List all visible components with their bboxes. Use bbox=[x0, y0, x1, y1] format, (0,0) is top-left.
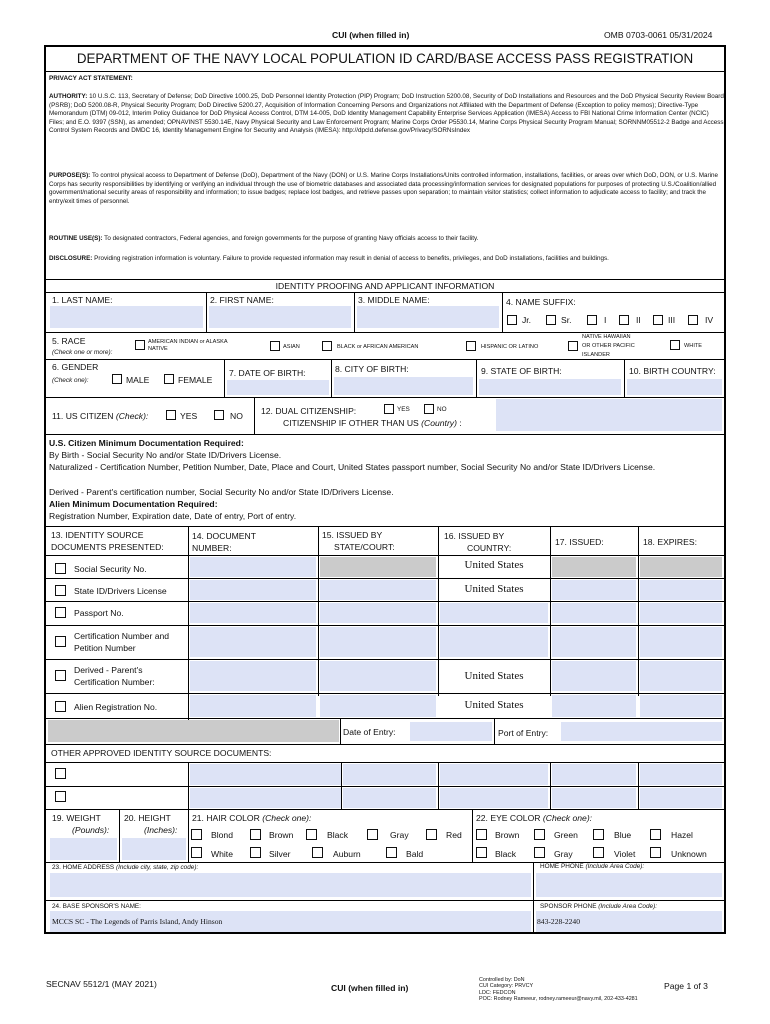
us-doc-birth: By Birth - Social Security No and/or State ID/Drivers License. bbox=[49, 450, 282, 460]
suffix-ii-checkbox[interactable] bbox=[619, 315, 629, 325]
eye-hazel-label: Hazel bbox=[671, 830, 693, 840]
us-citizen-no-label: NO bbox=[230, 411, 243, 421]
derived-issuer-input[interactable] bbox=[320, 661, 436, 691]
eye-black-checkbox[interactable] bbox=[476, 847, 487, 858]
eye-brown-label: Brown bbox=[495, 830, 520, 840]
sponsor-name-label: 24. BASE SPONSOR'S NAME: bbox=[52, 903, 141, 910]
eye-hazel-checkbox[interactable] bbox=[650, 829, 661, 840]
ssn-issuer-disabled bbox=[320, 557, 436, 577]
race-label: 5. RACE bbox=[52, 336, 86, 346]
hair-black-label: Black bbox=[327, 830, 349, 840]
header-18: 18. EXPIRES: bbox=[643, 537, 697, 547]
alien-number-input[interactable] bbox=[190, 695, 316, 717]
derived-checkbox[interactable] bbox=[55, 670, 66, 681]
registration-form bbox=[44, 45, 726, 934]
dual-no-checkbox[interactable] bbox=[424, 404, 434, 414]
dl-country: United States bbox=[464, 583, 524, 595]
suffix-iv-label: IV bbox=[705, 315, 714, 325]
entry-disabled-block bbox=[48, 720, 339, 742]
disclosure-paragraph: DISCLOSURE: Providing registration information is voluntary. Failure to provide requested information may result in denial of access to benefits, privileges, and DoD installations, facilities and buildings. bbox=[49, 255, 609, 262]
derived-expires-input[interactable] bbox=[640, 661, 722, 691]
hair-silver-checkbox[interactable] bbox=[250, 847, 261, 858]
page-number: Page 1 of 3 bbox=[664, 981, 708, 991]
eye-green-checkbox[interactable] bbox=[534, 829, 545, 840]
race-american-indian-label: AMERICAN INDIAN or ALASKA bbox=[148, 339, 228, 345]
alien-label: Alien Registration No. bbox=[74, 702, 158, 712]
other-citizenship-label: CITIZENSHIP IF OTHER THAN US (Country) : bbox=[283, 418, 462, 428]
race-nh-line2: OR OTHER PACIFIC bbox=[582, 343, 635, 349]
dl-number-input[interactable] bbox=[190, 580, 316, 600]
header-16a: 16. ISSUED BY bbox=[444, 531, 505, 541]
passport-issuer-input[interactable] bbox=[320, 603, 436, 623]
middle-name-label: 3. MIDDLE NAME: bbox=[358, 295, 430, 305]
header-16b: COUNTRY: bbox=[467, 543, 512, 553]
alien-doc-title: Alien Minimum Documentation Required: bbox=[49, 499, 218, 509]
port-of-entry-label: Port of Entry: bbox=[498, 728, 549, 738]
certification-issuer-input[interactable] bbox=[320, 627, 436, 657]
hair-red-checkbox[interactable] bbox=[426, 829, 437, 840]
us-doc-title: U.S. Citizen Minimum Documentation Required: bbox=[49, 438, 244, 448]
hair-gray-checkbox[interactable] bbox=[367, 829, 378, 840]
dl-issued-input[interactable] bbox=[552, 580, 636, 600]
cui-footer: CUI (when filled in) bbox=[331, 983, 409, 993]
race-native-label: NATIVE bbox=[148, 346, 168, 352]
header-17: 17. ISSUED: bbox=[555, 537, 604, 547]
other-docs-title: OTHER APPROVED IDENTITY SOURCE DOCUMENTS: bbox=[51, 748, 272, 758]
hair-gray-label: Gray bbox=[390, 830, 409, 840]
eye-blue-label: Blue bbox=[614, 830, 632, 840]
state-of-birth-label: 9. STATE OF BIRTH: bbox=[481, 366, 562, 376]
gender-hint: (Check one): bbox=[52, 377, 89, 384]
race-black-label: BLACK or AFRICAN AMERICAN bbox=[337, 344, 419, 350]
height-input[interactable] bbox=[122, 838, 186, 860]
hair-silver-label: Silver bbox=[269, 849, 291, 859]
other-doc-1-field-b[interactable] bbox=[343, 764, 436, 785]
gender-female-checkbox[interactable] bbox=[164, 374, 174, 384]
routine-use-paragraph: ROUTINE USE(S): To designated contractors, Federal agencies, and foreign governments for the purpose of granting Navy officials access to their facility. bbox=[49, 235, 479, 242]
certification-issued-input[interactable] bbox=[552, 627, 636, 657]
dual-no-label: NO bbox=[437, 406, 447, 413]
hair-bald-checkbox[interactable] bbox=[386, 847, 397, 858]
dual-citizenship-label: 12. DUAL CITIZENSHIP: bbox=[261, 406, 357, 416]
header-13a: 13. IDENTITY SOURCE bbox=[51, 530, 144, 540]
birth-country-label: 10. BIRTH COUNTRY: bbox=[629, 366, 716, 376]
suffix-ii-label: II bbox=[636, 315, 641, 325]
gender-female-label: FEMALE bbox=[178, 375, 213, 385]
hair-black-checkbox[interactable] bbox=[306, 829, 317, 840]
dl-checkbox[interactable] bbox=[55, 585, 66, 596]
date-of-entry-label: Date of Entry: bbox=[343, 727, 396, 737]
derived-label-2: Certification Number: bbox=[74, 677, 155, 687]
other-doc-1-checkbox[interactable] bbox=[55, 768, 66, 779]
name-suffix-label: 4. NAME SUFFIX: bbox=[506, 297, 576, 307]
ssn-label: Social Security No. bbox=[74, 564, 147, 574]
date-of-entry-input[interactable] bbox=[410, 722, 492, 741]
dob-label: 7. DATE OF BIRTH: bbox=[229, 368, 306, 378]
purpose-paragraph: PURPOSE(S): To control physical access to Department of Defense (DoD), Department of the Navy (DON) or U.S. Marine Corps Installations/Units controlled information, installations, facilities, or areas over which DoD, DON, or U.S. Marine Corps has security responsibilities by identifying or verifying an individual through the use of biometric databases and associated data processing/information services for designated populations for purposes of protecting U.S./Coalition/allied government/national security areas of responsibility and information; to issue badges; replace lost badges, and retrieve passes upon separation; to maintain visitor statistics; collect information to adjudicate access to facility; and track the entry/exit times of personnel. bbox=[49, 172, 719, 205]
header-14b: NUMBER: bbox=[192, 543, 232, 553]
derived-number-input[interactable] bbox=[190, 661, 316, 691]
eye-unknown-checkbox[interactable] bbox=[650, 847, 661, 858]
eye-brown-checkbox[interactable] bbox=[476, 829, 487, 840]
gender-male-checkbox[interactable] bbox=[112, 374, 122, 384]
birth-country-input[interactable] bbox=[627, 379, 722, 395]
passport-issued-input[interactable] bbox=[552, 603, 636, 623]
state-of-birth-input[interactable] bbox=[479, 379, 621, 395]
derived-label-1: Derived - Parent's bbox=[74, 665, 143, 675]
suffix-iii-checkbox[interactable] bbox=[653, 315, 663, 325]
passport-checkbox[interactable] bbox=[55, 607, 66, 618]
hair-blond-label: Blond bbox=[211, 830, 233, 840]
certification-number-input[interactable] bbox=[190, 627, 316, 657]
form-title: DEPARTMENT OF THE NAVY LOCAL POPULATION ID CARD/BASE ACCESS PASS REGISTRATION bbox=[76, 51, 694, 66]
dob-input[interactable] bbox=[227, 380, 329, 395]
race-black-checkbox[interactable] bbox=[322, 341, 332, 351]
header-13b: DOCUMENTS PRESENTED: bbox=[51, 542, 164, 552]
city-of-birth-label: 8. CITY OF BIRTH: bbox=[335, 364, 409, 374]
eye-black-label: Black bbox=[495, 849, 517, 859]
alien-checkbox[interactable] bbox=[55, 701, 66, 712]
eye-gray-checkbox[interactable] bbox=[534, 847, 545, 858]
sponsor-phone-value: 843-228-2240 bbox=[537, 917, 581, 926]
home-address-input[interactable] bbox=[50, 873, 531, 897]
alien-issuer-input[interactable] bbox=[320, 695, 436, 717]
first-name-input[interactable] bbox=[209, 306, 351, 328]
ssn-country: United States bbox=[464, 559, 524, 571]
us-doc-naturalized: Naturalized - Certification Number, Petition Number, Date, Place and Court, United States passport number, Social Security No and/or State ID/Drivers License. bbox=[49, 462, 656, 472]
other-doc-2-field-d[interactable] bbox=[552, 788, 636, 808]
gender-male-label: MALE bbox=[126, 375, 150, 385]
other-doc-2-field-c[interactable] bbox=[440, 788, 548, 808]
certification-expires-input[interactable] bbox=[640, 627, 722, 657]
us-doc-derived: Derived - Parent's certification number, Social Security No and/or State ID/Drivers License. bbox=[49, 487, 394, 497]
certification-label-1: Certification Number and bbox=[74, 631, 170, 641]
eye-blue-checkbox[interactable] bbox=[593, 829, 604, 840]
other-doc-1-field-a[interactable] bbox=[190, 764, 341, 785]
passport-number-input[interactable] bbox=[190, 603, 316, 623]
header-14a: 14. DOCUMENT bbox=[192, 531, 256, 541]
certification-country-input[interactable] bbox=[440, 627, 548, 657]
other-doc-2-field-e[interactable] bbox=[640, 788, 722, 808]
race-nh-line1: NATIVE HAWAIIAN bbox=[582, 334, 631, 340]
suffix-sr-checkbox[interactable] bbox=[546, 315, 556, 325]
dl-label: State ID/Drivers License bbox=[74, 586, 167, 596]
dual-yes-label: YES bbox=[397, 406, 410, 413]
hair-brown-checkbox[interactable] bbox=[250, 829, 261, 840]
suffix-iii-label: III bbox=[668, 315, 676, 325]
authority-paragraph: AUTHORITY: 10 U.S.C. 113, Secretary of Defense; DoD Directive 1000.25, DoD Personnel Identity Protection (PIP) Program; DoD Instruction 5200.08, Security of DoD Installations and Resources and the DoD Physical Security Review Board (PSRB); DoD 5200.08-R, Physical Security Program; DoD Directive 5200.27, Acquisition of Information Concerning Persons and Organizations not Affiliated with the Department of Defense (Exception to policy memos); Directive-Type Memorandum (DTM) 09-012, Interim Policy Guidance for DoD Physical Access Control, DTM 14-005, DoD Identity Management Capability Enterprise Services Application (IMESA) Access to FBI National Crime Information Center (NCIC) Files; and E.O. 9397 (SSN), as amended; OPNAVINST 5530.14E, Navy Physical Security and Law Enforcement Program; Marine Corps Order P5530.14, Marine Corps Physical Security Program Manual; SORNNM05512-2 Badge and Access Control System Records and DMDC 16, Identity Management Engine for Security and Analysis (IMESA): http://dpcld.defense.gov/Privacy/SORNsIndex bbox=[49, 93, 724, 135]
hair-auburn-checkbox[interactable] bbox=[312, 847, 323, 858]
suffix-jr-label: Jr. bbox=[522, 315, 532, 325]
other-doc-2-checkbox[interactable] bbox=[55, 791, 66, 802]
weight-label: 19. WEIGHT bbox=[52, 813, 101, 823]
suffix-i-label: I bbox=[604, 315, 607, 325]
weight-unit: (Pounds): bbox=[72, 825, 110, 835]
height-label: 20. HEIGHT bbox=[124, 813, 171, 823]
race-american-indian-checkbox[interactable] bbox=[135, 340, 145, 350]
last-name-input[interactable] bbox=[50, 306, 203, 328]
form-id: SECNAV 5512/1 (MAY 2021) bbox=[46, 979, 157, 989]
us-citizen-yes-label: YES bbox=[180, 411, 198, 421]
gender-label: 6. GENDER bbox=[52, 362, 99, 372]
certification-label-2: Petition Number bbox=[74, 643, 136, 653]
ssn-checkbox[interactable] bbox=[55, 563, 66, 574]
hair-white-label: White bbox=[211, 849, 233, 859]
hair-white-checkbox[interactable] bbox=[191, 847, 202, 858]
sponsor-phone-label: SPONSOR PHONE (Include Area Code): bbox=[540, 903, 657, 910]
passport-country-input[interactable] bbox=[440, 603, 548, 623]
hair-red-label: Red bbox=[446, 830, 462, 840]
eye-unknown-label: Unknown bbox=[671, 849, 707, 859]
race-white-label: WHITE bbox=[684, 343, 703, 349]
derived-issued-input[interactable] bbox=[552, 661, 636, 691]
home-phone-input[interactable] bbox=[536, 873, 722, 897]
eye-green-label: Green bbox=[554, 830, 578, 840]
hair-auburn-label: Auburn bbox=[333, 849, 361, 859]
eye-violet-checkbox[interactable] bbox=[593, 847, 604, 858]
city-of-birth-input[interactable] bbox=[334, 377, 473, 395]
hair-brown-label: Brown bbox=[269, 830, 294, 840]
suffix-iv-checkbox[interactable] bbox=[688, 315, 698, 325]
alien-doc-list: Registration Number, Expiration date, Date of entry, Port of entry. bbox=[49, 511, 297, 521]
header-15a: 15. ISSUED BY bbox=[322, 530, 383, 540]
us-citizen-label: 11. US CITIZEN (Check): bbox=[52, 411, 149, 421]
alien-country: United States bbox=[464, 699, 524, 711]
us-citizen-no-checkbox[interactable] bbox=[214, 410, 224, 420]
derived-country: United States bbox=[464, 670, 524, 682]
other-doc-2-field-b[interactable] bbox=[343, 788, 436, 808]
suffix-jr-checkbox[interactable] bbox=[507, 315, 517, 325]
race-hispanic-checkbox[interactable] bbox=[466, 341, 476, 351]
hair-blond-checkbox[interactable] bbox=[191, 829, 202, 840]
other-doc-1-field-c[interactable] bbox=[440, 764, 548, 785]
header-15b: STATE/COURT: bbox=[334, 542, 395, 552]
ssn-number-input[interactable] bbox=[190, 557, 316, 577]
certification-checkbox[interactable] bbox=[55, 636, 66, 647]
home-address-label: 23. HOME ADDRESS (Include city, state, zip code): bbox=[52, 864, 199, 871]
race-asian-checkbox[interactable] bbox=[270, 341, 280, 351]
control-block: Controlled by: DoN CUI Category: PRVCY LDC: FEDCON POC: Rodney Rameeur, rodney.rameeur@navy.mil, 202-433-4281 bbox=[479, 977, 638, 1003]
other-doc-1-field-e[interactable] bbox=[640, 764, 722, 785]
dl-expires-input[interactable] bbox=[640, 580, 722, 600]
home-phone-label: HOME PHONE (Include Area Code): bbox=[540, 863, 645, 870]
race-hispanic-label: HISPANIC OR LATINO bbox=[481, 344, 539, 350]
race-asian-label: ASIAN bbox=[283, 344, 300, 350]
dl-issuer-input[interactable] bbox=[320, 580, 436, 600]
suffix-i-checkbox[interactable] bbox=[587, 315, 597, 325]
port-of-entry-input[interactable] bbox=[561, 722, 722, 741]
eye-violet-label: Violet bbox=[614, 849, 636, 859]
alien-expires-input[interactable] bbox=[640, 695, 722, 717]
ssn-expires-disabled bbox=[640, 557, 722, 577]
omb-number: OMB 0703-0061 05/31/2024 bbox=[604, 30, 713, 40]
last-name-label: 1. LAST NAME: bbox=[52, 295, 113, 305]
sponsor-name-value: MCCS SC - The Legends of Parris Island, Andy Hinson bbox=[52, 917, 223, 926]
eye-gray-label: Gray bbox=[554, 849, 573, 859]
other-doc-1-field-d[interactable] bbox=[552, 764, 636, 785]
passport-label: Passport No. bbox=[74, 608, 124, 618]
eye-color-label: 22. EYE COLOR (Check one): bbox=[476, 813, 593, 823]
race-nh-line3: ISLANDER bbox=[582, 352, 610, 358]
ssn-issued-disabled bbox=[552, 557, 636, 577]
privacy-heading: PRIVACY ACT STATEMENT: bbox=[49, 75, 133, 82]
race-white-checkbox[interactable] bbox=[670, 340, 680, 350]
hair-bald-label: Bald bbox=[406, 849, 424, 859]
first-name-label: 2. FIRST NAME: bbox=[210, 295, 274, 305]
other-doc-2-field-a[interactable] bbox=[190, 788, 341, 808]
height-unit: (Inches): bbox=[144, 825, 178, 835]
cui-header: CUI (when filled in) bbox=[332, 30, 410, 40]
us-citizen-yes-checkbox[interactable] bbox=[166, 410, 176, 420]
hair-color-label: 21. HAIR COLOR (Check one): bbox=[192, 813, 312, 823]
weight-input[interactable] bbox=[50, 838, 117, 860]
middle-name-input[interactable] bbox=[357, 306, 499, 328]
dual-yes-checkbox[interactable] bbox=[384, 404, 394, 414]
suffix-sr-label: Sr. bbox=[561, 315, 572, 325]
race-hint: (Check one or more): bbox=[52, 349, 113, 356]
section-header: IDENTITY PROOFING AND APPLICANT INFORMATION bbox=[275, 281, 495, 291]
passport-expires-input[interactable] bbox=[640, 603, 722, 623]
other-citizenship-input[interactable] bbox=[496, 399, 722, 431]
race-pacific-islander-checkbox[interactable] bbox=[568, 341, 578, 351]
alien-issued-input[interactable] bbox=[552, 695, 636, 717]
